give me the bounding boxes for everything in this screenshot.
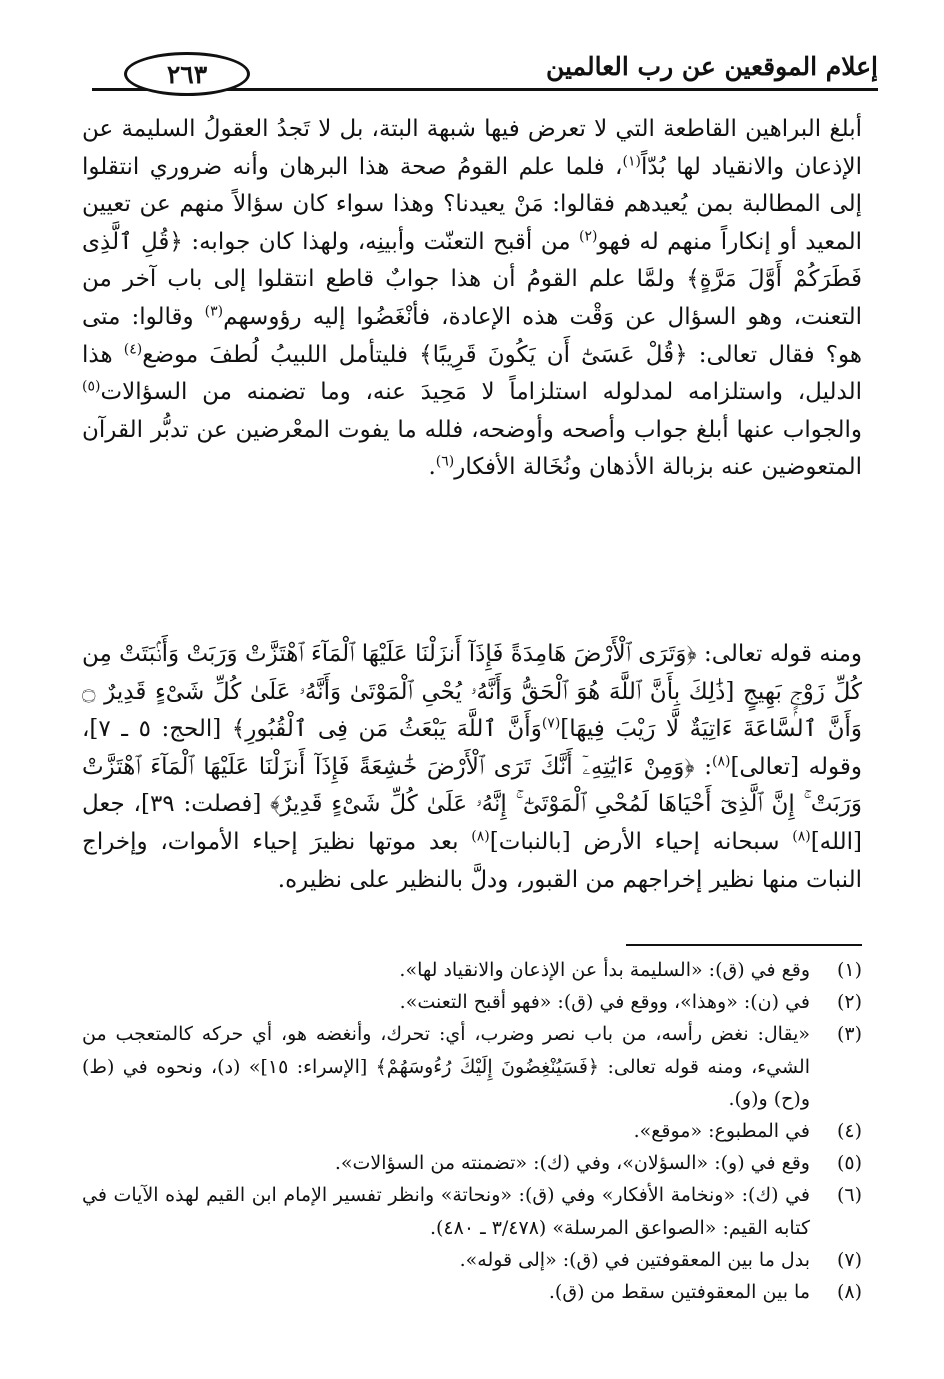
footnote-7 <box>82 1244 862 1276</box>
text: وقالوا: متى هو؟ فقال تعالى: <box>82 303 863 368</box>
quran-verse: ﴿وَتَرَى ٱلْأَرْضَ هَامِدَةً فَإِذَآ أَنزَلْنَا عَلَيْهَا ٱلْمَآءَ ٱهْتَزَّتْ وَرَبَتْ وَأَنۢبَتَتْ مِن كُلِّ زَوْجٍۭ بَهِيجٍ [ذَٰلِكَ بِأَنَّ ٱللَّهَ هُوَ ٱلْحَقُّ وَأَنَّهُۥ يُحْىِ ٱلْمَوْتَىٰ وَأَنَّهُۥ عَلَىٰ كُلِّ شَىْءٍ قَدِيرٌ ۝ وَأَنَّ ٱلسَّاعَةَ ءَاتِيَةٌ لَّا رَيْبَ فِيهَا] <box>82 641 862 743</box>
text: : <box>694 753 712 780</box>
footnote-text: بدل ما بين المعقوفتين في (ق): «إلى قوله». <box>459 1248 810 1271</box>
footnote-ref: (٣) <box>204 303 224 320</box>
footnote-6 <box>82 1179 862 1243</box>
text: . <box>428 454 436 481</box>
footnote-number: (٧) <box>836 1248 862 1271</box>
text: بعد موتها نظيرَ إحياء الأموات، وإخراج النبات منها نظير إخراجهم من القبور، ودلَّ بالنظير على نظيره. <box>82 828 862 893</box>
footnote-number: (٥) <box>836 1152 862 1175</box>
text: والجواب عنها أبلغ جواب وأصحه وأوضحه، فلله ما يفوت المعْرضين عن تدبُّر القرآن المتعوضين عنه بزبالة الأذهان ونُخَالة الأفكار <box>82 416 862 481</box>
footnote-text: في (ن): «وهذا»، ووقع في (ق): «فهو أقبح التعنت». <box>399 991 810 1014</box>
quran-verse: ﴿قُلِ ٱلَّذِى فَطَرَكُمْ أَوَّلَ مَرَّةٍ﴾ <box>82 228 862 293</box>
footnote-number: (٨) <box>836 1281 862 1304</box>
text: ولمَّا علم القومُ أن هذا جوابٌ قاطع انتقلوا إلى باب آخر من التعنت، وهو السؤال عن وَقْت هذه الإعادة، فأنْغَضُوا إليه رؤوسهم <box>82 266 862 330</box>
book-title: إعلام الموقعين عن رب العالمين <box>545 52 878 81</box>
footnote-text: ما بين المعقوفتين سقط من (ق). <box>548 1281 810 1304</box>
footnote-number: (٢) <box>836 991 862 1014</box>
text: أبلغ البراهين القاطعة التي لا تعرض فيها شبهة البتة، بل لا تَجدُ العقولُ السليمة عن الإذعان والانقياد لها بُدّاً <box>82 116 862 180</box>
footnote-ref: (٦) <box>435 453 455 470</box>
footnote-separator <box>626 944 862 946</box>
footnote-2 <box>82 986 862 1018</box>
footnote-ref: (١) <box>622 152 641 169</box>
paragraph-1 <box>82 111 862 487</box>
page-header <box>92 40 878 102</box>
text: من أقبح التعنّت وأبينِه، ولهذا كان جوابه: <box>182 228 579 255</box>
footnote-number: (٣) <box>836 1023 862 1046</box>
text: ، فلما علم القومُ صحة هذا البرهان وأنه ضروري انتقلوا إلى المطالبة بمن يُعيدهم فقالوا: مَنْ يعيدنا؟ وهذا سواء كان سؤالاً منهم عن تعيين المعيد أو إنكاراً منهم له فهو <box>82 153 863 255</box>
footnote-ref: (٤) <box>123 340 143 357</box>
footnote-ref: (٢) <box>579 228 598 245</box>
footnote-text: وقع في (ق): «السليمة بدأ عن الإذعان والانقياد لها». <box>399 959 810 981</box>
quran-verse: ﴿وَمِنْ ءَايَٰتِهِۦٓ أَنَّكَ تَرَى ٱلْأَرْضَ خَٰشِعَةً فَإِذَآ أَنزَلْنَا عَلَيْهَا ٱلْمَآءَ ٱهْتَزَّتْ وَرَبَتْ ۚ إِنَّ ٱلَّذِىٓ أَحْيَاهَا لَمُحْىِ ٱلْمَوْتَىٰٓ ۚ إِنَّهُۥ عَلَىٰ كُلِّ شَىْءٍ قَدِيرٌ﴾ <box>82 753 862 818</box>
quran-verse: وَأَنَّ ٱللَّهَ يَبْعَثُ مَن فِى ٱلْقُبُورِ﴾ <box>231 716 542 743</box>
footnote-text: وقع في (و): «السؤلان»، وفي (ك): «تضمنته من السؤالات». <box>334 1152 810 1175</box>
text: هذا الدليل، واستلزامه لمدلوله استلزاماً لا مَحِيدَ عنه، وما تضمنه من السؤالات <box>82 341 862 406</box>
text: فليتأمل اللبيبُ لُطفَ موضع <box>142 341 420 368</box>
paragraph-2 <box>82 636 862 899</box>
footnote-ref: (٥) <box>82 378 101 395</box>
footnote-ref: (٧) <box>541 715 561 732</box>
footnotes <box>82 954 862 1308</box>
text: [الحج: ٥ ـ ٧]، وقوله [تعالى] <box>82 716 862 780</box>
footnote-text: في المطبوع: «موقع». <box>633 1120 810 1143</box>
footnote-8 <box>82 1276 862 1308</box>
footnote-ref: (٨) <box>471 828 490 845</box>
page-number: ٢٦٣ <box>124 52 250 96</box>
text: ومنه قوله تعالى: <box>696 641 862 667</box>
footnote-5 <box>82 1147 862 1179</box>
quran-verse: ﴿قُلْ عَسَىٰٓ أَن يَكُونَ قَرِيبًا﴾ <box>419 341 688 368</box>
footnote-ref: (٨) <box>711 753 731 770</box>
footnote-number: (٦) <box>836 1184 862 1207</box>
text: سبحانه إحياء الأرض [بالنبات] <box>489 828 793 855</box>
footnote-text: «يقال: نغض رأسه، من باب نصر وضرب، أي: تحرك، وأنغضه هو، أي حركه كالمتعجب من الشيء، ومنه قوله تعالى: ﴿فَسَيُنْغِضُونَ إِلَيْكَ رُءُوسَهُمْ﴾ [الإسراء: ١٥]» (د)، ونحوه في (ط) و(ح) و(و). <box>82 1023 811 1110</box>
footnote-1 <box>82 954 862 986</box>
footnote-number: (٤) <box>836 1120 862 1143</box>
footnote-number: (١) <box>836 959 862 981</box>
footnote-ref: (٨) <box>792 828 811 845</box>
text: [فصلت: ٣٩]، جعل [الله] <box>82 791 862 855</box>
footnote-3 <box>82 1018 862 1115</box>
footnote-text: في (ك): «ونخامة الأفكار» وفي (ق): «ونحاتة» وانظر تفسير الإمام ابن القيم لهذه الآيات في كتابه القيم: «الصواعق المرسلة» (٣/٤٧٨ ـ ٤٨٠). <box>82 1184 810 1239</box>
footnote-4 <box>82 1115 862 1147</box>
